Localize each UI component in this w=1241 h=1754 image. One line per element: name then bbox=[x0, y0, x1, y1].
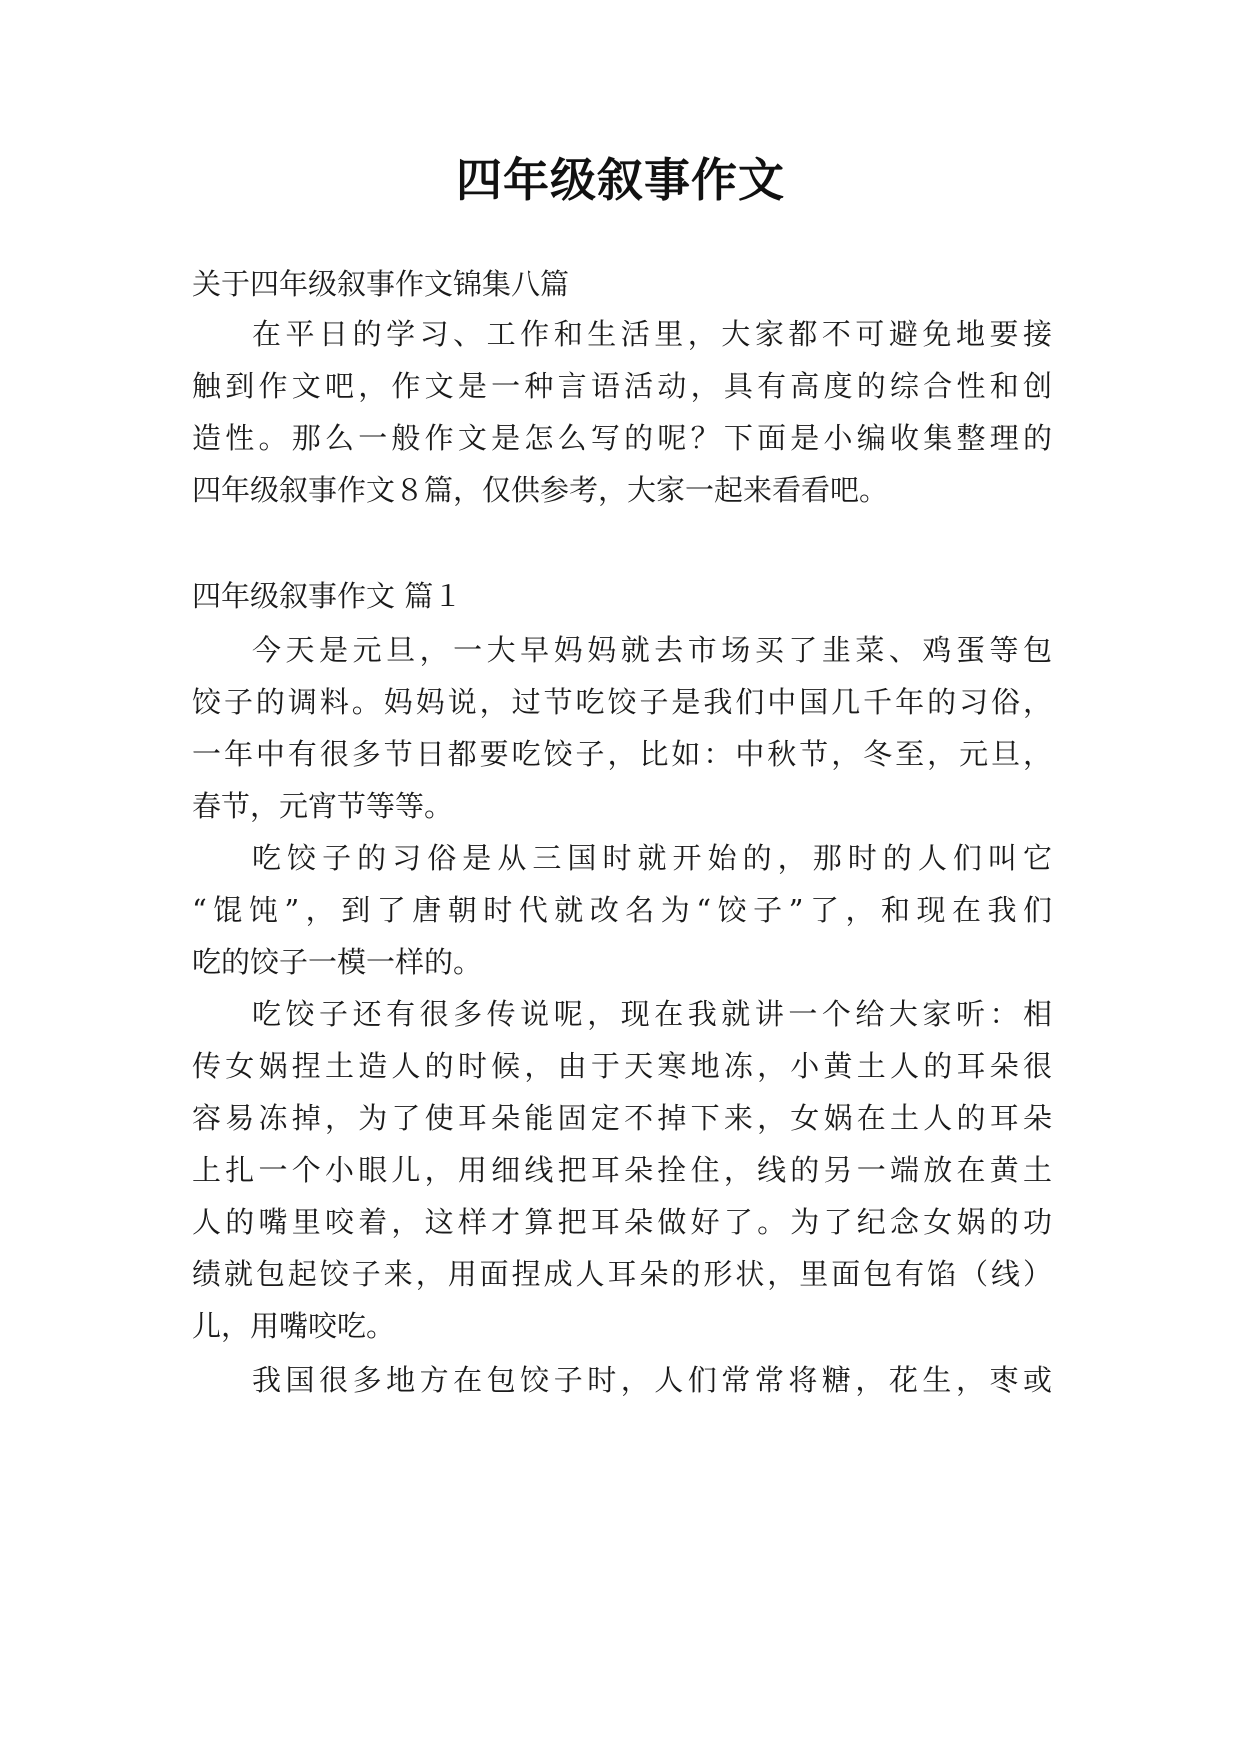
text-line: 人的嘴里咬着，这样才算把耳朵做好了。为了纪念女娲的功 bbox=[192, 1205, 1052, 1239]
text-line: 造性。那么一般作文是怎么写的呢？下面是小编收集整理的 bbox=[192, 421, 1052, 455]
text-line: 饺子的调料。妈妈说，过节吃饺子是我们中国几千年的习俗， bbox=[192, 685, 1052, 719]
text-line: 吃的饺子一模一样的。 bbox=[192, 945, 483, 979]
text-line: 我国很多地方在包饺子时，人们常常将糖，花生，枣或 bbox=[252, 1363, 1052, 1397]
text-line: 上扎一个小眼儿，用细线把耳朵拴住，线的另一端放在黄土 bbox=[192, 1153, 1052, 1187]
text-line: 在平日的学习、工作和生活里，大家都不可避免地要接 bbox=[252, 317, 1052, 351]
text-line: 儿，用嘴咬吃。 bbox=[192, 1309, 396, 1343]
text-line: 一年中有很多节日都要吃饺子，比如：中秋节，冬至，元旦， bbox=[192, 737, 1052, 771]
document-title: 四年级叙事作文 bbox=[456, 153, 785, 207]
text-line: 今天是元旦，一大早妈妈就去市场买了韭菜、鸡蛋等包 bbox=[252, 633, 1052, 667]
text-line: 吃饺子的习俗是从三国时就开始的，那时的人们叫它 bbox=[252, 841, 1052, 875]
text-line: 四年级叙事作文８篇，仅供参考，大家一起来看看吧。 bbox=[192, 473, 889, 507]
section-heading: 四年级叙事作文 篇１ bbox=[192, 579, 463, 613]
text-line: 容易冻掉，为了使耳朵能固定不掉下来，女娲在土人的耳朵 bbox=[192, 1101, 1052, 1135]
text-line: “馄饨”，到了唐朝时代就改名为“饺子”了，和现在我们 bbox=[192, 893, 1052, 927]
text-line: 触到作文吧，作文是一种言语活动，具有高度的综合性和创 bbox=[192, 369, 1052, 403]
text-line: 绩就包起饺子来，用面捏成人耳朵的形状，里面包有馅（线） bbox=[192, 1257, 1052, 1291]
text-line: 吃饺子还有很多传说呢，现在我就讲一个给大家听：相 bbox=[252, 997, 1052, 1031]
subtitle-line: 关于四年级叙事作文锦集八篇 bbox=[192, 267, 570, 301]
text-line: 春节，元宵节等等。 bbox=[192, 789, 454, 823]
text-line: 传女娲捏土造人的时候，由于天寒地冻，小黄土人的耳朵很 bbox=[192, 1049, 1052, 1083]
